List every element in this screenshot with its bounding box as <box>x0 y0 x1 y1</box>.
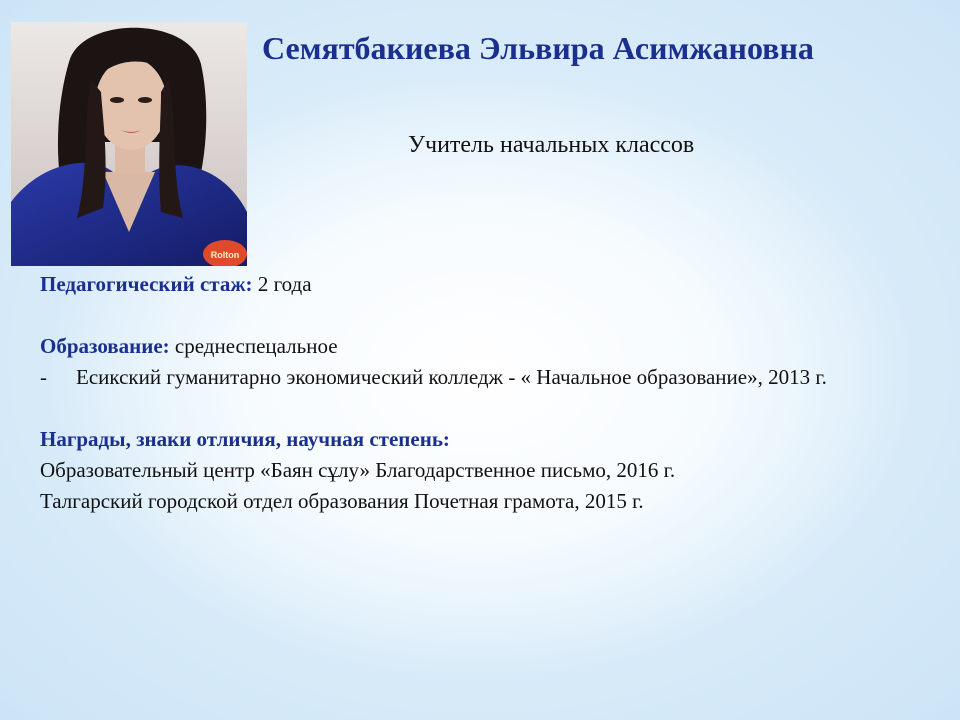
experience-line <box>40 269 940 300</box>
award-item: Образовательный центр «Баян сұлу» Благодарственное письмо, 2016 г. <box>40 458 676 482</box>
photo-badge: Rolton <box>210 250 240 260</box>
list-marker: - <box>40 365 47 389</box>
education-label: Образование: <box>40 334 170 358</box>
person-name: Семятбакиева Эльвира Асимжановна <box>262 30 814 66</box>
education-line <box>40 331 940 362</box>
experience-label: Педагогический стаж: <box>40 272 253 296</box>
education-item <box>40 362 940 393</box>
job-title: Учитель начальных классов <box>408 132 695 158</box>
experience-value: 2 года <box>257 272 312 296</box>
info-block <box>40 269 940 517</box>
education-item-text: Есикский гуманитарно экономический колледж - « Начальное образование», 2013 г. <box>76 365 827 389</box>
awards-label: Награды, знаки отличия, научная степень: <box>40 427 450 451</box>
education-value: среднеспецальное <box>174 334 338 358</box>
award-item: Талгарский городской отдел образования Почетная грамота, 2015 г. <box>40 489 644 513</box>
portrait-photo <box>11 22 247 266</box>
